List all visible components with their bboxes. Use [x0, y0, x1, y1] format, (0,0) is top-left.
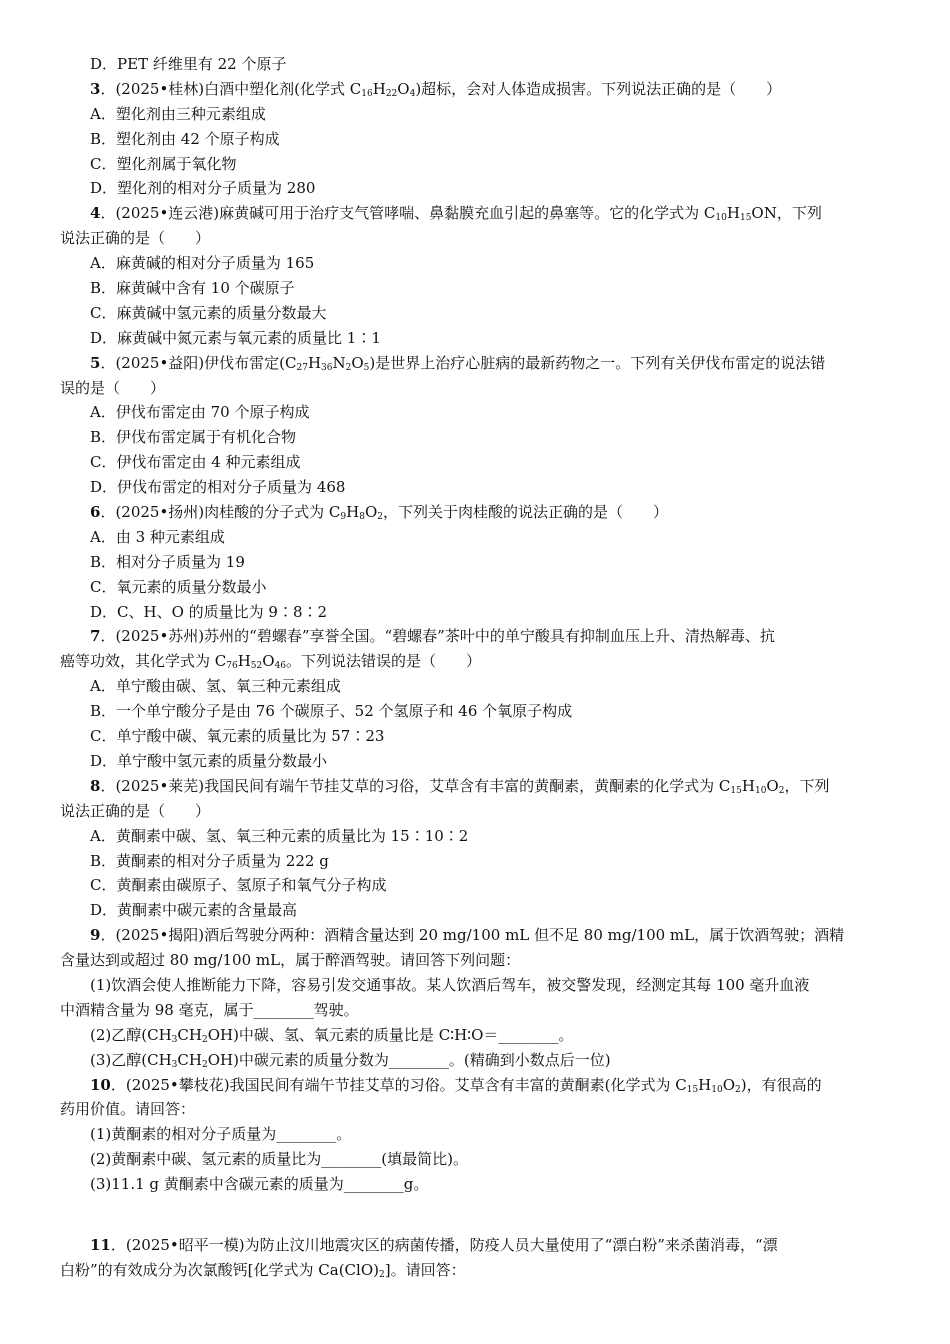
text-line: A．麻黄碱的相对分子质量为 165	[90, 254, 315, 273]
text-line: B．麻黄碱中含有 10 个碳原子	[90, 279, 295, 298]
text-line: 9．(2025•揭阳)酒后驾驶分两种：酒精含量达到 20 mg/100 mL 但不足 80 mg/100 mL，属于饮酒驾驶；酒精	[90, 926, 845, 945]
text-line: 误的是（ ）	[60, 378, 166, 397]
text-line: A．单宁酸由碳、氢、氧三种元素组成	[90, 677, 341, 696]
text-line: 说法正确的是（ ）	[60, 229, 211, 248]
text-line: C．氧元素的质量分数最小	[90, 577, 267, 596]
text-line: B．一个单宁酸分子是由 76 个碳原子、52 个氢原子和 46 个氧原子构成	[90, 702, 573, 721]
text-line: D．伊伐布雷定的相对分子质量为 468	[90, 478, 346, 497]
text-line: (2)乙醇$(CH_3CH_2OH)$中碳、氢、氧元素的质量比是 C∶H∶O＝________。	[90, 1025, 574, 1045]
text-line: (3)乙醇$(CH_3CH_2OH)$中碳元素的质量分数为________。(精确到小数点后一位)	[90, 1050, 611, 1070]
text-line: A．伊伐布雷定由 70 个原子构成	[90, 403, 310, 422]
text-line: C．单宁酸中碳、氧元素的质量比为 57∶23	[90, 727, 385, 746]
text-line: B．伊伐布雷定属于有机化合物	[90, 428, 297, 447]
spacer	[0, 1197, 950, 1233]
text-line: 中酒精含量为 98 毫克，属于________驾驶。	[60, 1000, 359, 1019]
text-line: 药用价值。请回答：	[60, 1100, 196, 1119]
text-line: 7．(2025•苏州)苏州的“碧螺春”享誉全国。“碧螺春”茶叶中的单宁酸具有抑制血压上升、清热解毒、抗	[90, 627, 775, 646]
text-line: A．黄酮素中碳、氢、氧三种元素的质量比为 15∶10∶2	[90, 826, 469, 845]
text-line: C．麻黄碱中氢元素的质量分数最大	[90, 303, 327, 322]
text-line: D．塑化剂的相对分子质量为 280	[90, 179, 316, 198]
text-line: (3)11.1 g 黄酮素中含碳元素的质量为________g。	[90, 1175, 429, 1194]
text-line: 8．(2025•莱芜)我国民间有端午节挂艾草的习俗，艾草含有丰富的黄酮素，黄酮素的化学式为 $C_{15}H_{10}O_2$，下列	[90, 776, 830, 796]
text-line: 说法正确的是（ ）	[60, 801, 211, 820]
text-line: C．塑化剂属于氧化物	[90, 154, 237, 173]
document-page	[0, 52, 950, 1283]
text-line: 4．(2025•连云港)麻黄碱可用于治疗支气管哮喘、鼻黏膜充血引起的鼻塞等。它的化学式为 $C_{10}H_{15}ON$，下列	[90, 204, 822, 224]
text-line: 含量达到或超过 80 mg/100 mL，属于醉酒驾驶。请回答下列问题：	[60, 951, 521, 970]
text-line: 11．(2025•昭平一模)为防止汶川地震灾区的病菌传播，防疫人员大量使用了“漂白粉”来杀菌消毒，“漂	[90, 1235, 778, 1254]
text-line: 癌等功效，其化学式为 $C_{76}H_{52}O_{46}$。下列说法错误的是（ ）	[60, 652, 482, 672]
text-line: D．C、H、O 的质量比为 9∶8∶2	[90, 602, 328, 621]
text-line: 10．(2025•攀枝花)我国民间有端午节挂艾草的习俗。艾草含有丰富的黄酮素(化学式为 $C_{15}H_{10}O_2$)，有很高的	[90, 1075, 822, 1095]
text-line: C．黄酮素由碳原子、氢原子和氧气分子构成	[90, 876, 387, 895]
text-line: D．麻黄碱中氮元素与氧元素的质量比 1∶1	[90, 328, 381, 347]
text-line: 白粉”的有效成分为次氯酸钙[化学式为 $Ca(ClO)_2$]。请回答：	[60, 1260, 466, 1280]
text-line: A．由 3 种元素组成	[90, 527, 225, 546]
text-line: (1)饮酒会使人推断能力下降，容易引发交通事故。某人饮酒后驾车，被交警发现，经测定其每 100 毫升血液	[90, 975, 810, 994]
text-line: C．伊伐布雷定由 4 种元素组成	[90, 453, 301, 472]
text-line: A．塑化剂由三种元素组成	[90, 104, 266, 123]
text-line: B．塑化剂由 42 个原子构成	[90, 129, 280, 148]
text-line: 5．(2025•益阳)伊伐布雷定$(C_{27}H_{36}N_2O_5)$是世界上治疗心脏病的最新药物之一。下列有关伊伐布雷定的说法错	[90, 353, 826, 373]
text-line: (1)黄酮素的相对分子质量为________。	[90, 1125, 352, 1144]
text-line: 3．(2025•桂林)白酒中塑化剂(化学式 $C_{16}H_{22}O_4$)超标，会对人体造成损害。下列说法正确的是（ ）	[90, 79, 782, 99]
text-line: 6．(2025•扬州)肉桂酸的分子式为 $C_9H_8O_2$，下列关于肉桂酸的说法正确的是（ ）	[90, 503, 669, 523]
text-line: D．PET 纤维里有 22 个原子	[90, 55, 287, 73]
text-line: B．相对分子质量为 19	[90, 552, 245, 571]
text-line: (2)黄酮素中碳、氢元素的质量比为________(填最简比)。	[90, 1150, 468, 1169]
text-line: D．单宁酸中氢元素的质量分数最小	[90, 751, 328, 770]
text-line: B．黄酮素的相对分子质量为 222 g	[90, 851, 329, 870]
text-line: D．黄酮素中碳元素的含量最高	[90, 901, 298, 920]
